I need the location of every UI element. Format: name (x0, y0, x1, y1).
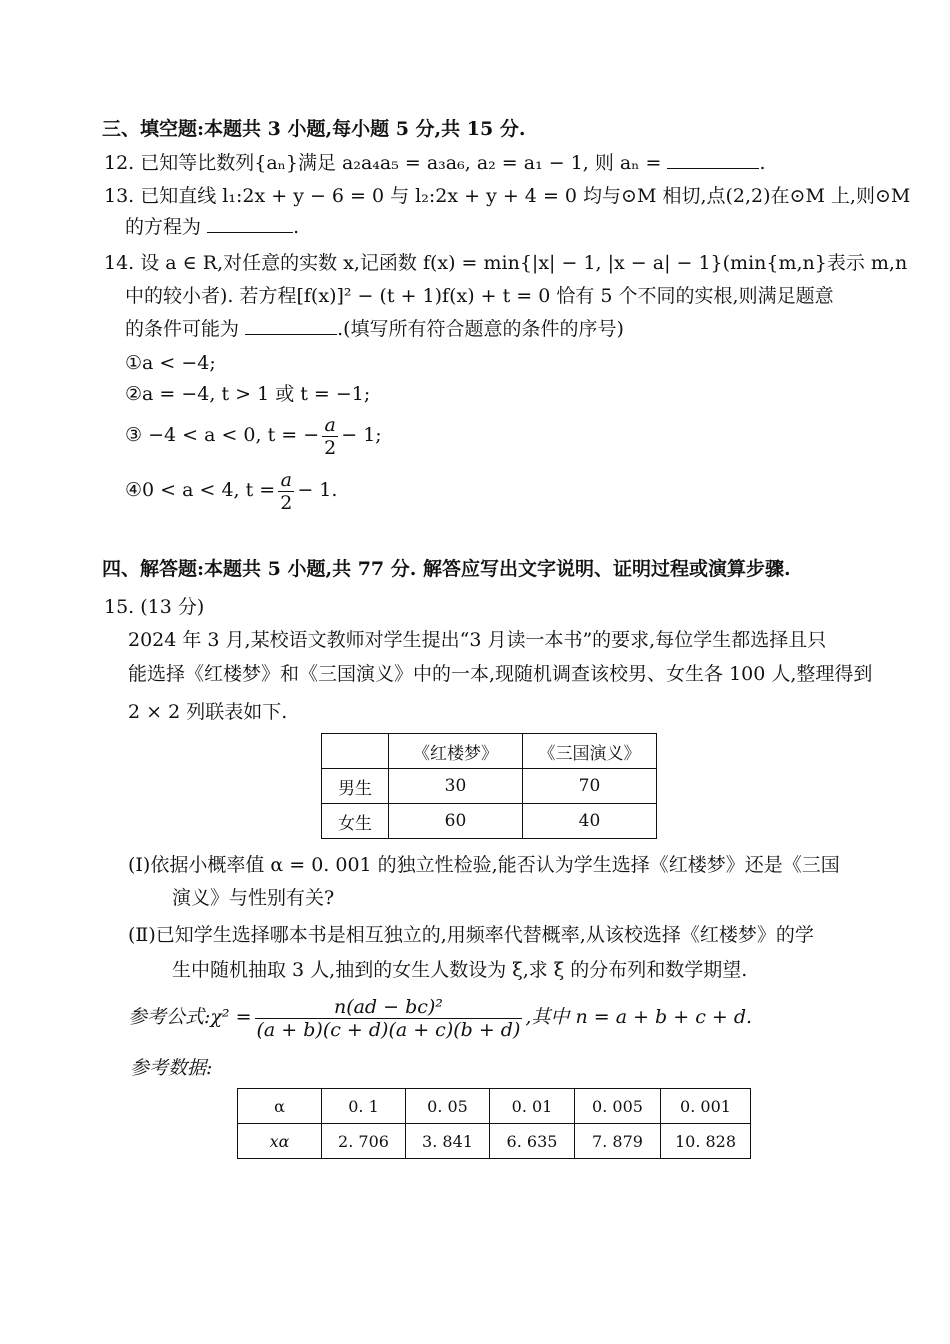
q14-opt4-fraction (278, 469, 294, 514)
reference-formula (128, 995, 752, 1041)
q14-blank[interactable] (245, 316, 337, 335)
q15-part1-line2: 演义》与性别有关? (172, 887, 335, 909)
formula-denominator: (a + b)(c + d)(a + c)(b + d) (256, 1018, 521, 1041)
table-cell: 男生 (322, 769, 389, 804)
q14-option-3 (125, 413, 382, 459)
table-cell: 0. 001 (661, 1089, 751, 1124)
q15-para-3: 2 × 2 列联表如下. (128, 701, 288, 723)
table-cell: 30 (389, 769, 523, 804)
formula-fraction (255, 996, 523, 1041)
q14-line1: 14. 设 a ∈ R,对任意的实数 x,记函数 f(x) = min{|x| − 1, |x − a| − 1}(min{m,n}表示 m,n (104, 252, 908, 274)
q14-text3: 的条件可能为 (125, 318, 240, 340)
table-row (238, 1124, 751, 1159)
q14-opt4-den: 2 (280, 491, 293, 514)
q12-end: . (759, 152, 766, 174)
q14-option-2: ②a = −4, t > 1 或 t = −1; (125, 383, 371, 405)
table-cell: 7. 879 (575, 1124, 661, 1159)
q14-opt4-num: a (278, 469, 294, 492)
table-cell: 70 (523, 769, 657, 804)
formula-label: 参考公式:χ² = (128, 1006, 252, 1028)
table-cell: 3. 841 (406, 1124, 490, 1159)
q13-line1: 13. 已知直线 l₁:2x + y − 6 = 0 与 l₂:2x + y + 4 = 0 均与⊙M 相切,点(2,2)在⊙M 上,则⊙M (104, 185, 911, 207)
table-cell: 6. 635 (490, 1124, 575, 1159)
formula-post: ,其中 n = a + b + c + d. (525, 1006, 753, 1028)
table-cell: 0. 005 (575, 1089, 661, 1124)
table-cell: 60 (389, 804, 523, 839)
q15-para-2: 能选择《红楼梦》和《三国演义》中的一本,现随机调查该校男、女生各 100 人,整理得到 (128, 663, 873, 685)
q14-opt3-num: a (322, 414, 338, 437)
q13-end: . (293, 216, 300, 238)
q15-para-1: 2024 年 3 月,某校语文教师对学生提出“3 月读一本书”的要求,每位学生都选择且只 (128, 629, 827, 651)
q15-part1-line1: (Ⅰ)依据小概率值 α = 0. 001 的独立性检验,能否认为学生选择《红楼梦》还是《三国 (128, 854, 840, 876)
q14-line3 (125, 316, 624, 342)
q15-part2-line2: 生中随机抽取 3 人,抽到的女生人数设为 ξ,求 ξ 的分布列和数学期望. (172, 959, 748, 981)
q12-blank[interactable] (667, 150, 759, 169)
q14-opt3-pre: ③ −4 < a < 0, t = − (125, 424, 320, 446)
q15-part2-line1: (Ⅱ)已知学生选择哪本书是相互独立的,用频率代替概率,从该校选择《红楼梦》的学 (128, 924, 814, 946)
q12 (104, 150, 766, 176)
table-cell: 40 (523, 804, 657, 839)
table-cell: 女生 (322, 804, 389, 839)
reference-data-label: 参考数据: (130, 1057, 213, 1079)
reference-table (237, 1088, 751, 1159)
q14-opt3-den: 2 (324, 436, 337, 459)
q13-text2: 的方程为 (125, 216, 202, 238)
table-header: 《三国演义》 (523, 734, 657, 769)
q14-opt4-post: − 1. (297, 479, 338, 501)
section3-heading: 三、填空题:本题共 3 小题,每小题 5 分,共 15 分. (102, 118, 526, 140)
q14-option-1: ①a < −4; (125, 352, 216, 374)
table-cell: α (238, 1089, 322, 1124)
table-cell: 0. 1 (322, 1089, 406, 1124)
table-cell (322, 734, 389, 769)
table-row (238, 1089, 751, 1124)
table-header: 《红楼梦》 (389, 734, 523, 769)
table-cell: 0. 01 (490, 1089, 575, 1124)
table-cell: 2. 706 (322, 1124, 406, 1159)
formula-numerator: n(ad − bc)² (255, 996, 523, 1019)
table-cell: 0. 05 (406, 1089, 490, 1124)
q12-text: 12. 已知等比数列{aₙ}满足 a₂a₄a₅ = a₃a₆, a₂ = a₁ − 1, 则 aₙ = (104, 152, 662, 174)
table-row (322, 769, 657, 804)
table-row (322, 734, 657, 769)
table-row (322, 804, 657, 839)
q13-line2 (125, 214, 299, 240)
q14-opt3-post: − 1; (341, 424, 382, 446)
section4-heading: 四、解答题:本题共 5 小题,共 77 分. 解答应写出文字说明、证明过程或演算步骤. (102, 558, 791, 580)
contingency-table (321, 733, 657, 839)
q15-title: 15. (13 分) (104, 596, 205, 618)
table-cell: 10. 828 (661, 1124, 751, 1159)
q13-blank[interactable] (207, 214, 293, 233)
q14-text3-post: .(填写所有符合题意的条件的序号) (337, 318, 624, 340)
q14-opt3-fraction (322, 414, 338, 459)
q14-line2: 中的较小者). 若方程[f(x)]² − (t + 1)f(x) + t = 0 恰有 5 个不同的实根,则满足题意 (125, 285, 834, 307)
q14-opt4-pre: ④0 < a < 4, t = (125, 479, 276, 501)
table-cell: xα (238, 1124, 322, 1159)
q14-option-4 (125, 468, 337, 514)
